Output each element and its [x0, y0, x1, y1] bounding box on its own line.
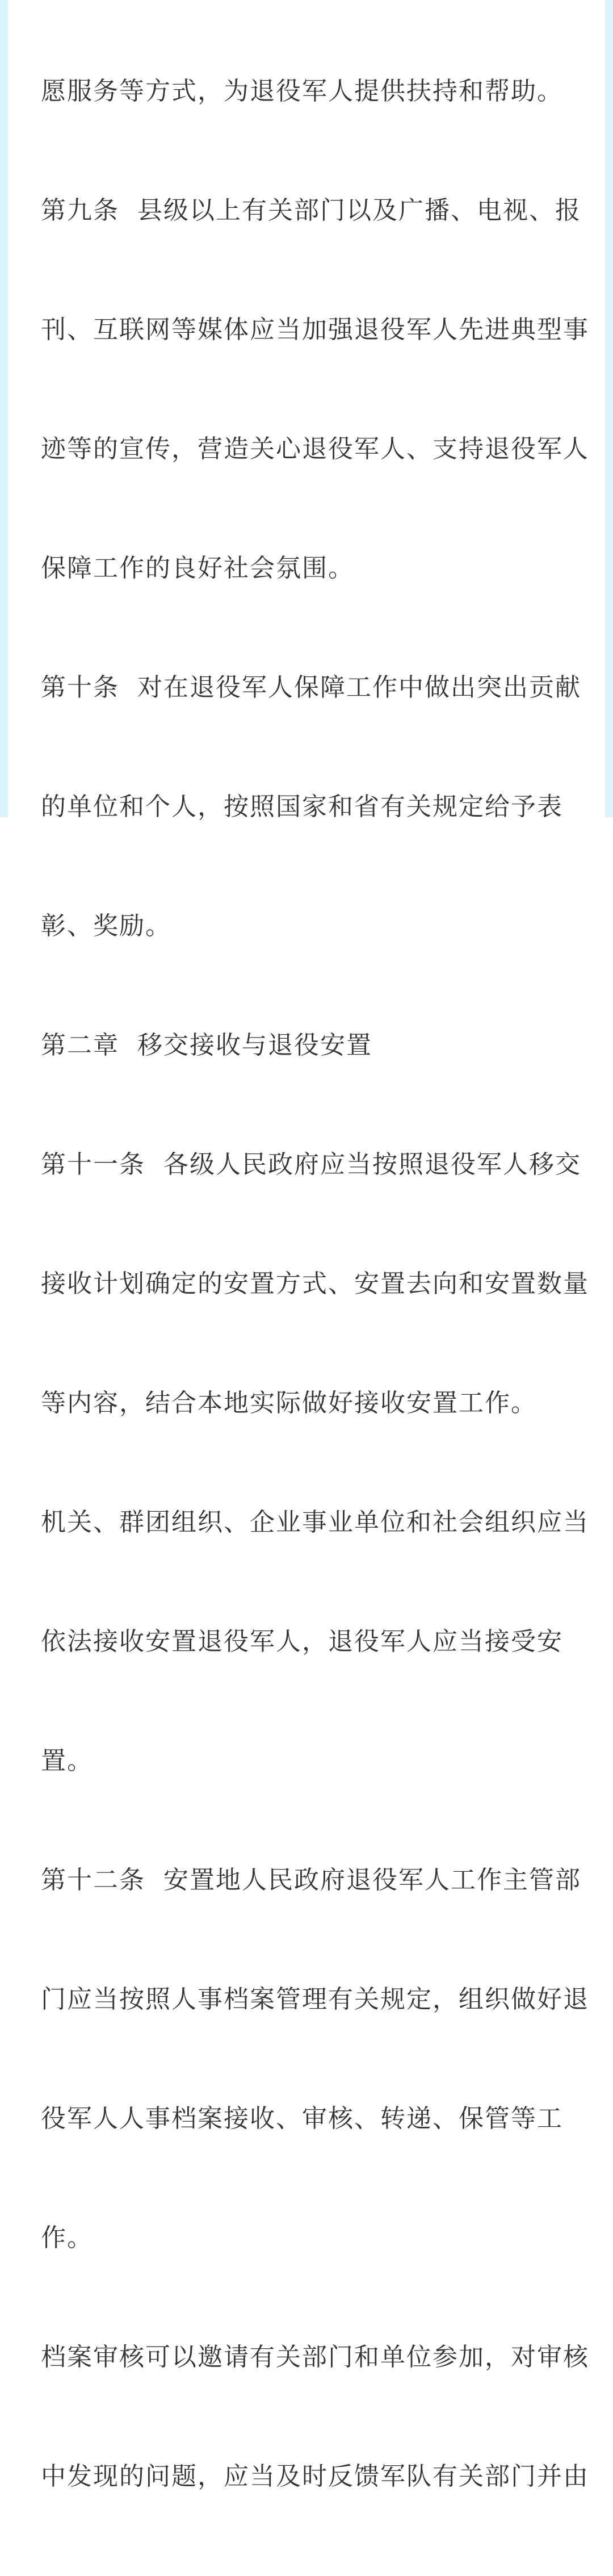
text-line: 役军人人事档案接收、审核、转递、保管等工	[41, 2104, 563, 2133]
text-line: 刊、互联网等媒体应当加强退役军人先进典型事	[41, 315, 589, 344]
text-line: 机关、群团组织、企业事业单位和社会组织应当	[41, 1508, 589, 1537]
text-line: 迹等的宣传，营造关心退役军人、支持退役军人	[41, 434, 589, 463]
text-line: 档案审核可以邀请有关部门和单位参加，对审核	[41, 2343, 589, 2372]
article-10-heading-line: 第十条 对在退役军人保障工作中做出突出贡献	[41, 673, 581, 702]
text-line: 作。	[41, 2223, 93, 2252]
chapter-heading-line: 第二章 移交接收与退役安置	[41, 1031, 372, 1060]
text-block	[41, 0, 589, 2576]
text-line: 中发现的问题，应当及时反馈军队有关部门并由	[41, 2462, 589, 2491]
article-11-heading-line: 第十一条 各级人民政府应当按照退役军人移交	[41, 1150, 581, 1179]
text-line: 依法接收安置退役军人，退役军人应当接受安	[41, 1627, 563, 1656]
text-line: 保障工作的良好社会氛围。	[41, 554, 354, 583]
text-line: 彰、奖励。	[41, 911, 171, 940]
text-line: 置。	[41, 1746, 93, 1775]
text-line: 门应当按照人事档案管理有关规定，组织做好退	[41, 1985, 589, 2014]
text-line: 等内容，结合本地实际做好接收安置工作。	[41, 1389, 537, 1417]
text-line: 愿服务等方式，为退役军人提供扶持和帮助。	[41, 77, 563, 106]
article-12-heading-line: 第十二条 安置地人民政府退役军人工作主管部	[41, 1866, 581, 1895]
document-content	[41, 0, 589, 2576]
article-9-heading-line: 第九条 县级以上有关部门以及广播、电视、报	[41, 196, 581, 225]
text-line: 接收计划确定的安置方式、安置去向和安置数量	[41, 1269, 589, 1298]
text-line: 的单位和个人，按照国家和省有关规定给予表	[41, 792, 563, 821]
